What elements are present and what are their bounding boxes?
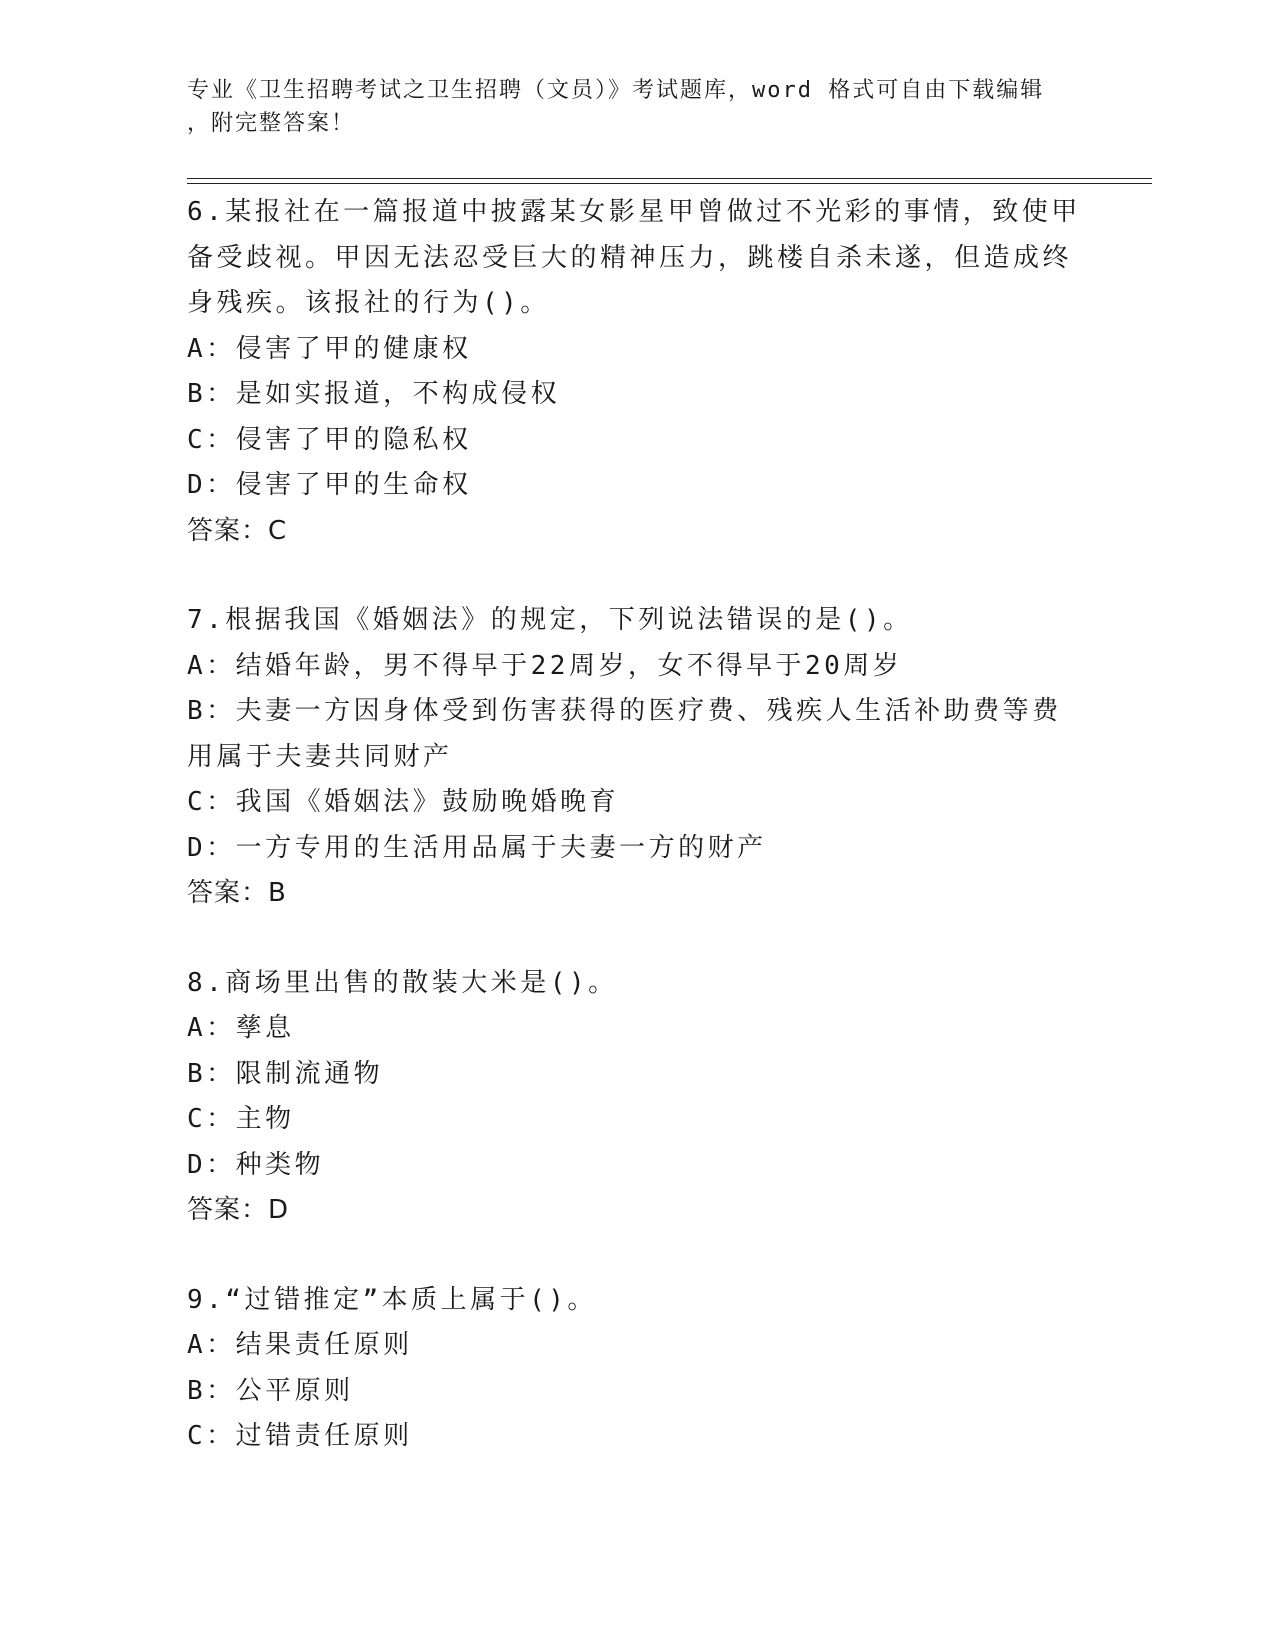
option-c: C：侵害了甲的隐私权 — [187, 424, 472, 455]
option-a: A：侵害了甲的健康权 — [187, 333, 472, 364]
question-stem: 9.“过错推定”本质上属于()。 — [187, 1284, 597, 1315]
header-divider-top — [187, 178, 1152, 179]
option-b: B：夫妻一方因身体受到伤害获得的医疗费、残疾人生活补助费等费用属于夫妻共同财产 — [187, 696, 1062, 772]
question-stem: 6.某报社在一篇报道中披露某女影星甲曾做过不光彩的事情，致使甲备受歧视。甲因无法忍受巨大的精神压力，跳楼自杀未遂，但造成终身残疾。该报社的行为()。 — [187, 197, 1081, 318]
option-d: D：种类物 — [187, 1149, 325, 1180]
option-d: D：一方专用的生活用品属于夫妻一方的财产 — [187, 832, 767, 863]
option-d: D：侵害了甲的生命权 — [187, 470, 472, 500]
option-b: B：是如实报道，不构成侵权 — [187, 379, 561, 409]
question-stem: 8.商场里出售的散装大米是()。 — [187, 967, 618, 998]
question-list — [187, 190, 1087, 1504]
option-b: B：限制流通物 — [187, 1058, 384, 1089]
answer-label: 答案：D — [187, 1195, 290, 1225]
document-header — [187, 74, 1067, 140]
option-a: A：结果责任原则 — [187, 1330, 413, 1360]
header-line-1: 专业《卫生招聘考试之卫生招聘（文员）》考试题库，word 格式可自由下载编辑 — [187, 78, 1045, 103]
option-c: C：我国《婚姻法》鼓励晚婚晚育 — [187, 787, 620, 817]
question-7 — [187, 598, 1087, 917]
question-6 — [187, 190, 1087, 554]
question-9 — [187, 1278, 1087, 1460]
question-stem: 7.根据我国《婚姻法》的规定，下列说法错误的是()。 — [187, 605, 913, 635]
option-c: C：过错责任原则 — [187, 1421, 413, 1451]
header-line-2: ，附完整答案！ — [187, 111, 356, 136]
option-c: C：主物 — [187, 1104, 295, 1134]
option-a: A：结婚年龄，男不得早于22周岁，女不得早于20周岁 — [187, 650, 903, 681]
answer-label: 答案：C — [187, 515, 288, 546]
option-b: B：公平原则 — [187, 1375, 354, 1406]
header-divider-bottom — [187, 183, 1152, 184]
answer-label: 答案：B — [187, 878, 287, 908]
question-8 — [187, 961, 1087, 1234]
option-a: A：孳息 — [187, 1013, 295, 1043]
